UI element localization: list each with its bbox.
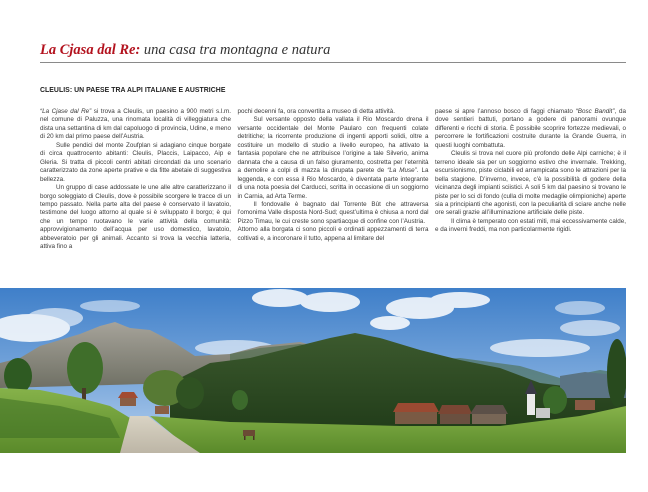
page-title-subtitle: una casa tra montagna e natura — [140, 42, 331, 58]
landscape-photo — [0, 288, 626, 453]
italic-quote: “Bosc Bandit” — [575, 108, 615, 115]
paragraph-text: , da dove sentieri battuti, portano a godere di panorami ovunque differenti e ricchi di storia. È possibile scoprire fortezze medievali, o percorrere le fortificazioni costruite durante la Grande Guerra, in questi luoghi combattuta. — [435, 108, 627, 149]
article-body — [40, 108, 626, 283]
text-column-2 — [238, 108, 429, 283]
italic-quote: “La Cjase dal Re” — [40, 108, 92, 115]
paragraph: pochi decenni fa, ora convertita a museo di detta attività. — [237, 108, 396, 115]
paragraph — [40, 108, 231, 142]
text-column-3 — [435, 108, 626, 283]
paragraph: Un gruppo di case addossate le une alle altre caratterizzano il borgo soleggiato di Cleulis, dove è possibile scorgere le tracce di un tempo passato. Nella parte alta del paese è conservato il lavatoio, testimone del luogo attorno al quale si è sviluppato il borgo; è qui che un tempo ruotavano le varie attività della comunità: approvvigionamento dell’acqua per uso domestico, lavatoio, abbeveratoio per gli animali. Accanto si trova la vecchia latteria, attiva fino a — [40, 184, 231, 251]
paragraph-text: Sul versante opposto della vallata il Rio Moscardo drena il versante occidentale del Monte Paularo con frequenti colate detritiche; la ricorrente produzione di ingenti apporti solidi, oltre a costituire un modello di studio a livello europeo, ha attivato la fantasia popolare che ne attribuisce l’origine a tale Silverio, anima dannata che a causa di un falso giuramento, costretta per l’eternità a demolire a colpi di mazza la dirupata parete de — [237, 116, 429, 175]
page-title — [40, 42, 626, 59]
paragraph: Sulle pendici del monte Zoufplan si adagiano cinque borgate di circa quattrocento abitanti: Cleulis, Placcis, Laipacco, Aip e Gleria. Si tratta di piccoli centri abitati circondati da uno scenario caratterizzato da zone aperte prative e da fitte abetaie di suggestiva bellezza. — [40, 141, 231, 183]
paragraph — [435, 108, 626, 150]
paragraph-text: si trova a Cleulis, un paesino a 900 metri s.l.m. nel comune di Paluzza, una rinomata località di villeggiatura che dista una settantina di km dal capoluogo di provincia, Udine, e meno di 20 km dal primo paese dell’Austria. — [40, 108, 232, 141]
page-header — [40, 42, 626, 59]
header-divider — [40, 62, 626, 63]
paragraph: Il clima è temperato con estati miti, mai eccessivamente calde, e da inverni freddi, ma non particolarmente rigidi. — [435, 217, 626, 234]
section-heading: CLEULIS: UN PAESE TRA ALPI ITALIANE E AUSTRICHE — [40, 87, 226, 94]
paragraph — [238, 116, 429, 201]
paragraph: Il fondovalle è bagnato dal Torrente Bût che attraversa l’omonima Valle disposta Nord-Sud; quest’ultima è chiusa a nord dal Pizzo Timau, le cui creste sono spartiacque di confine con l’Austria. — [237, 200, 429, 225]
italic-quote: “La Muse” — [387, 167, 417, 175]
paragraph: Attorno alla borgata ci sono piccoli e ordinati appezzamenti di terra coltivati e, a incoronare il tutto, appena al limitare del — [237, 226, 429, 242]
text-column-1 — [40, 108, 231, 283]
paragraph-text: paese si apre l’annoso bosco di faggi chiamato — [435, 108, 576, 115]
page-title-brand: La Cjasa dal Re: — [40, 42, 141, 58]
paragraph: Cleulis si trova nel cuore più profondo delle Alpi carniche; è il terreno ideale sia per un soggiorno estivo che invernale. Trekking, escursionismo, piste ciclabili ed arrampicata sono le attrazioni per la bella stagione. D’inverno, invece, c’è la possibilità di godere della vicinanza degli impianti sciistici. A soli 5 km dal paesino si trovano le piste per lo sci di fondo (culla di molte medaglie olimpioniche) aperte sia a principianti che agonisti, con la peculiarità di sciare anche nelle ore serali grazie all’illuminazione artificiale delle piste. — [435, 150, 626, 217]
paragraph-text: . La leggenda, e con essa il Rio Moscardo, è diventata parte integrante di una nota poesia del Carducci, scritta in occasione di un soggiorno in Carnia, ad Arta Terme. — [237, 167, 429, 200]
